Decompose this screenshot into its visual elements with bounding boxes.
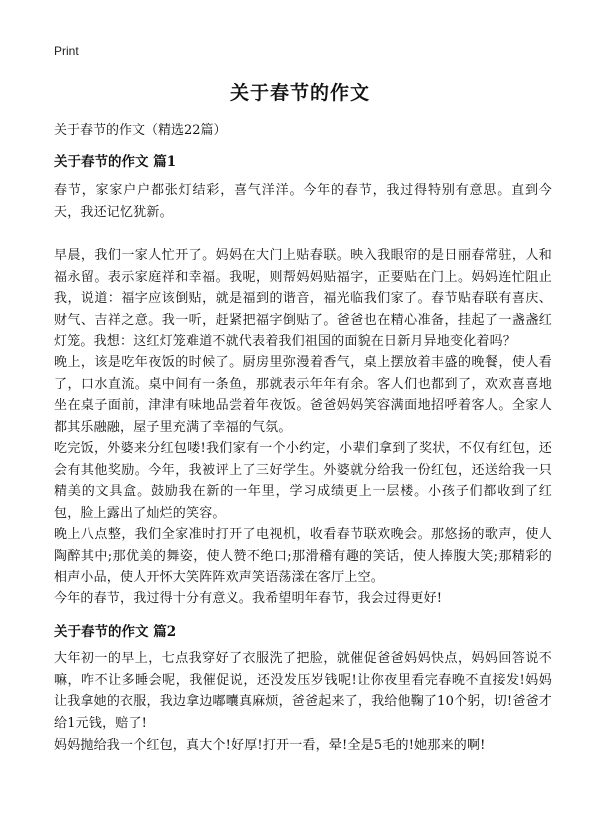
paragraph: 晚上八点整，我们全家准时打开了电视机，收看春节联欢晚会。那悠扬的歌声，使人陶醉其中;那优美的舞姿，使人赞不绝口;那滑稽有趣的笑话，使人捧腹大笑;那精彩的相声小品，使人开怀大笑阵阵欢声笑语荡漾在客厅上空。 — [54, 527, 552, 585]
paragraph: 晚上，该是吃年夜饭的时候了。厨房里弥漫着香气，桌上摆放着丰盛的晚餐，使人看了，口水直流。桌中间有一条鱼，那就表示年年有余。客人们也都到了，欢欢喜喜地坐在桌子面前，津津有味地品尝着年夜饭。爸爸妈妈笑容满面地招呼着客人。全家人都其乐融融，屋子里充满了幸福的气氛。 — [54, 355, 552, 435]
paragraph: 妈妈抛给我一个红包，真大个!好厚!打开一看，晕!全是5毛的!她那来的啊! — [54, 738, 486, 753]
section-heading-2: 关于春节的作文 篇2 — [54, 624, 177, 640]
paragraph: 早晨，我们一家人忙开了。妈妈在大门上贴春联。映入我眼帘的是日丽春常驻，人和福永留。表示家庭祥和幸福。我呢，则帮妈妈贴福字，正要贴在门上。妈妈连忙阻止我，说道：福字应该倒贴，就是福到的谐音，福光临我们家了。春节贴春联有喜庆、财气、吉祥之意。我一听，赶紧把福字倒贴了。爸爸也在精心准备，挂起了一盏盏红灯笼。我想：这红灯笼难道不就代表着我们祖国的面貌在日新月异地变化着吗？ — [54, 248, 552, 349]
section-heading-1: 关于春节的作文 篇1 — [54, 154, 177, 170]
paragraph: 今年的春节，我过得十分有意义。我希望明年春节，我会过得更好! — [54, 591, 443, 606]
paragraph: 春节，家家户户都张灯结彩，喜气洋洋。今年的春节，我过得特别有意思。直到今天，我还记忆犹新。 — [54, 183, 552, 220]
paragraph: 大年初一的早上，七点我穿好了衣服洗了把脸，就催促爸爸妈妈快点，妈妈回答说不嘛，咋不让多睡会呢，我催促说，还没发压岁钱呢!让你夜里看完春晚不直接发!妈妈让我拿她的衣服，我边拿边嘟囔真麻烦，爸爸起来了，我给他鞠了10个躬，切!爸爸才给1元钱，赔了! — [54, 651, 552, 731]
print-link[interactable]: Print — [54, 44, 79, 58]
paragraph: 吃完饭，外婆来分红包喽!我们家有一个小约定，小辈们拿到了奖状，不仅有红包，还会有其他奖励。今年，我被评上了三好学生。外婆就分给我一份红包，还送给我一只精美的文具盒。鼓励我在新的一年里，学习成绩更上一层楼。小孩子们都收到了红包，脸上露出了灿烂的笑容。 — [54, 441, 552, 521]
document-subtitle: 关于春节的作文（精选22篇） — [54, 123, 227, 138]
page-title: 关于春节的作文 — [229, 82, 370, 104]
